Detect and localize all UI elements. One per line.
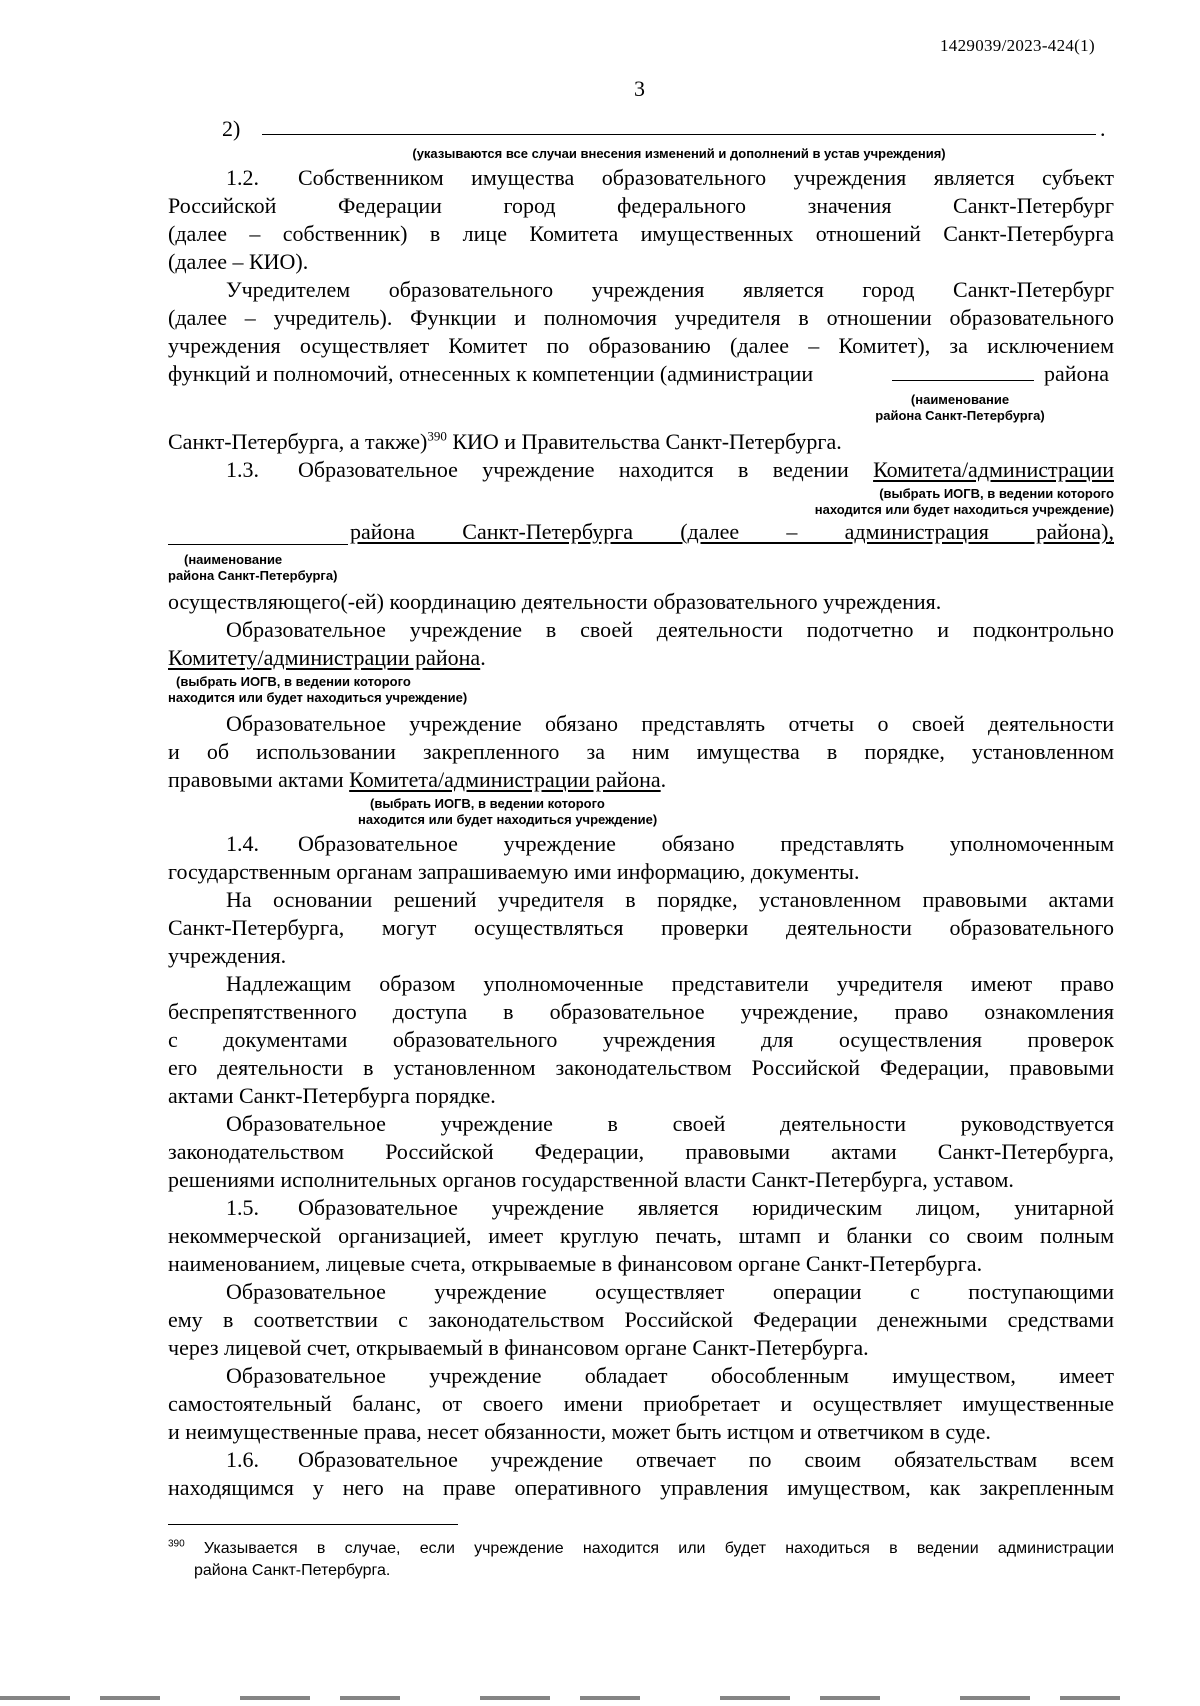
iogv-note-5: (выбрать ИОГВ, в ведении которого <box>370 796 605 811</box>
district-note-2: района Санкт-Петербурга) <box>875 408 1045 423</box>
text-line: (далее – КИО). <box>168 249 309 274</box>
text-fragment: правовыми актами <box>168 767 350 792</box>
item-2-blank-line <box>262 134 1096 135</box>
text-line: находящимся у него на праве оперативного управления имуществом, как закрепленным <box>168 1475 1114 1500</box>
text-line: (далее – собственник) в лице Комитета имущественных отношений Санкт-Петербурга <box>168 221 1114 246</box>
text-fragment: Образовательное учреждение является юридическим лицом, унитарной <box>298 1195 1114 1220</box>
footnote-text: района Санкт-Петербурга. <box>194 1562 391 1579</box>
text-line: беспрепятственного доступа в образовательное учреждение, право ознакомления <box>168 999 1114 1024</box>
paragraph-1-4 <box>168 830 1114 886</box>
scan-edge-artifact <box>0 1696 1200 1700</box>
text-fragment: . <box>660 767 667 792</box>
text-line: наименованием, лицевые счета, открываемые в финансовом органе Санкт-Петербурга. <box>168 1251 983 1276</box>
iogv-note-2: находится или будет находиться учреждение) <box>814 502 1114 517</box>
district-blank-line <box>892 380 1034 381</box>
section-number: 1.4. <box>226 831 259 856</box>
text-line: Образовательное учреждение обязано представлять отчеты о своей деятельности <box>226 711 1114 736</box>
paragraph-guidance <box>168 1110 1114 1194</box>
text-line: Образовательное учреждение в своей деятельности подотчетно и подконтрольно <box>226 617 1114 642</box>
text-line: района Санкт-Петербурга (далее – администрация района), <box>350 519 1114 544</box>
underlined-text: Комитета/администрации района <box>349 767 661 792</box>
text-line: Образовательное учреждение обладает обособленным имуществом, имеет <box>226 1363 1114 1388</box>
text-line: через лицевой счет, открываемый в финансовом органе Санкт-Петербурга. <box>168 1335 869 1360</box>
text-fragment: Образовательное учреждение обязано представлять уполномоченным <box>298 831 1114 856</box>
iogv-note-6: находится или будет находиться учреждение) <box>358 812 658 827</box>
text-fragment: Образовательное учреждение отвечает по своим обязательствам всем <box>298 1447 1114 1472</box>
paragraph-property <box>168 1362 1114 1446</box>
paragraph-reports <box>168 710 1114 794</box>
text-line: Учредителем образовательного учреждения является город Санкт-Петербург <box>226 277 1114 302</box>
page-number: 3 <box>634 76 645 101</box>
item-2-period: . <box>1100 116 1106 141</box>
text-fragment: Образовательное учреждение находится в ведении <box>298 457 874 482</box>
paragraph-representatives <box>168 970 1114 1110</box>
footnote-mark: 390 <box>168 1538 185 1550</box>
footnote <box>168 1538 1114 1582</box>
text-line: Санкт-Петербурга, могут осуществляться проверки деятельности образовательного <box>168 915 1114 940</box>
text-fragment: . <box>480 645 486 670</box>
section-number: 1.5. <box>226 1195 259 1220</box>
iogv-note-3: (выбрать ИОГВ, в ведении которого <box>176 674 411 689</box>
document-number: 1429039/2023-424(1) <box>940 36 1095 55</box>
district-blank-line-2 <box>168 544 348 545</box>
text-line: законодательством Российской Федерации, правовыми актами Санкт-Петербурга, <box>168 1139 1114 1164</box>
text-line: Образовательное учреждение в своей деятельности руководствуется <box>226 1111 1114 1136</box>
paragraph-operations <box>168 1278 1114 1362</box>
text-line: Образовательное учреждение осуществляет операции с поступающими <box>226 1279 1114 1304</box>
iogv-note-4: находится или будет находиться учреждение) <box>168 690 468 705</box>
underlined-text: Комитету/администрации района <box>168 645 481 670</box>
text-line: функций и полномочий, отнесенных к компетенции (администрации <box>168 361 814 386</box>
text-line: решениями исполнительных органов государственной власти Санкт-Петербурга, уставом. <box>168 1167 1014 1192</box>
text-line: Надлежащим образом уполномоченные представители учредителя имеют право <box>226 971 1114 996</box>
paragraph-inspections <box>168 886 1114 970</box>
section-number: 1.3. <box>226 457 259 482</box>
text-line: Российской Федерации город федерального значения Санкт-Петербург <box>168 193 1114 218</box>
text-line: района <box>1044 361 1110 386</box>
text-line: некоммерческой организацией, имеет круглую печать, штамп и бланки со своим полным <box>168 1223 1114 1248</box>
text-fragment: КИО и Правительства Санкт-Петербурга. <box>446 429 842 454</box>
paragraph-1-6 <box>168 1446 1114 1502</box>
text-line: учреждения осуществляет Комитет по образованию (далее – Комитет), за исключением <box>168 333 1114 358</box>
iogv-note-1: (выбрать ИОГВ, в ведении которого <box>879 486 1114 501</box>
text-line: с документами образовательного учреждения для осуществления проверок <box>168 1027 1114 1052</box>
district-note-1: (наименование <box>910 392 1010 407</box>
text-line: актами Санкт-Петербурга порядке. <box>168 1083 496 1108</box>
text-line: и неимущественные права, несет обязанности, может быть истцом и ответчиком в суде. <box>168 1419 991 1444</box>
footnote-separator <box>168 1524 458 1525</box>
text-line: государственным органам запрашиваемую ими информацию, документы. <box>168 859 860 884</box>
paragraph-1-5 <box>168 1194 1114 1278</box>
footnote-text: Указывается в случае, если учреждение находится или будет находиться в ведении администрации <box>184 1540 1114 1557</box>
paragraph-1-3 <box>168 456 1114 484</box>
item-2-label: 2) <box>222 116 241 141</box>
text-line: осуществляющего(-ей) координацию деятельности образовательного учреждения. <box>168 589 942 614</box>
text-line: его деятельности в установленном законодательством Российской Федерации, правовыми <box>168 1055 1114 1080</box>
text-line: учреждения. <box>168 943 287 968</box>
paragraph-accountability <box>168 616 1114 672</box>
text-line: и об использовании закрепленного за ним имущества в порядке, установленном <box>168 739 1114 764</box>
text-line: ему в соответствии с законодательством Российской Федерации денежными средствами <box>168 1307 1114 1332</box>
text-line: Собственником имущества образовательного учреждения является субъект <box>298 165 1114 190</box>
text-line: самостоятельный баланс, от своего имени приобретает и осуществляет имущественные <box>168 1391 1114 1416</box>
paragraph-founder <box>168 276 1114 360</box>
section-number: 1.2. <box>226 165 259 190</box>
paragraph-1-2 <box>168 164 1114 276</box>
section-number: 1.6. <box>226 1447 259 1472</box>
footnote-ref: 390 <box>427 428 447 444</box>
underlined-text: Комитета/администрации <box>873 457 1114 482</box>
item-2-note: (указываются все случаи внесения изменений и дополнений в устав учреждения) <box>412 146 946 161</box>
district-note-3: (наименование <box>184 552 283 567</box>
text-line: На основании решений учредителя в порядке, установленном правовыми актами <box>226 887 1114 912</box>
text-line-with-footnote <box>168 428 842 456</box>
text-fragment: Санкт-Петербурга, а также) <box>168 429 428 454</box>
district-note-4: района Санкт-Петербурга) <box>168 568 338 583</box>
text-line: (далее – учредитель). Функции и полномочия учредителя в отношении образовательного <box>168 305 1114 330</box>
